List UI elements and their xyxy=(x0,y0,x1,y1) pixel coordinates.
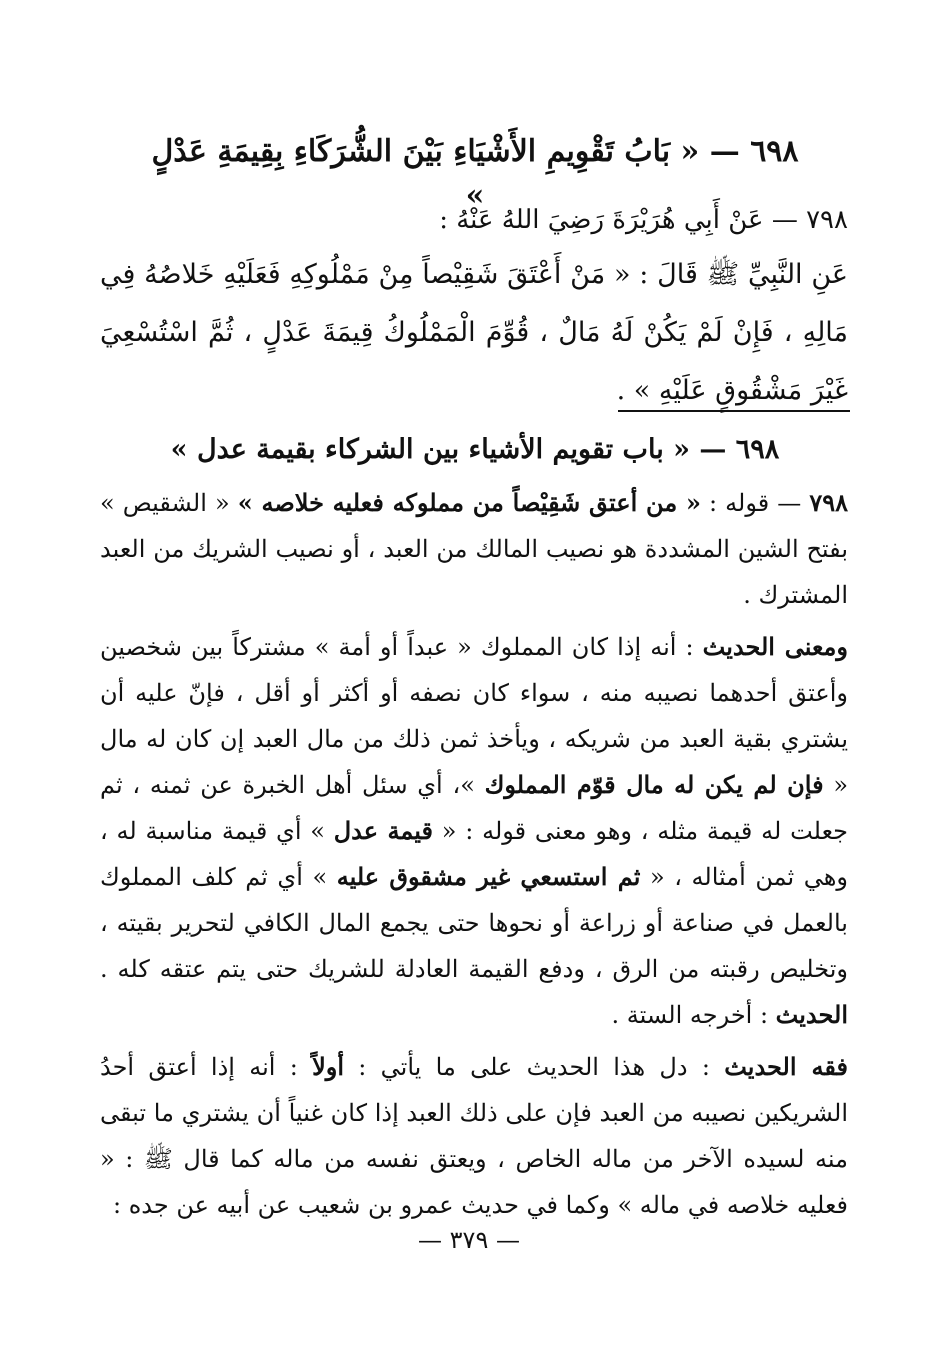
page-number: — ٣٧٩ — xyxy=(418,1226,520,1254)
commentary-lead: — قوله : xyxy=(700,489,810,517)
commentary-paragraph-3 xyxy=(100,1044,848,1228)
quoted-phrase: « من أعتق شَقِيْصاً من مملوكه فعليه خلاصه » xyxy=(237,488,701,517)
section-label-hadith: الحديث xyxy=(775,1000,848,1029)
commentary-text: : أنه إذا كان المملوك « عبداً أو أمة » مشتركاً بين شخصين وأعتق أحدهما نصيبه منه ، سواء كان نصفه أو أكثر أو أقل ، فإنّ عليه أن يشتري بقية العبد من شريكه ، ويأخذ ثمن ذلك من مال العبد إن كان له مال « xyxy=(100,633,849,799)
commentary-text: »، أي سئل أهل الخبرة عن ثمنه ، ثم جعلت له قيمة مثله ، وهو معنى قوله : « xyxy=(100,771,849,845)
commentary-text: : دل هذا الحديث على ما يأتي : xyxy=(344,1053,725,1081)
chapter-title-commentary: ٦٩٨ — « باب تقويم الأشياء بين الشركاء بقيمة عدل » xyxy=(170,434,780,465)
quoted-phrase: ثم استسعي غير مشقوق عليه xyxy=(336,862,641,891)
commentary-body xyxy=(100,480,848,1234)
section-label-meaning: ومعنى الحديث xyxy=(702,632,848,661)
chapter-title-hadith: ٦٩٨ — « بَابُ تَقْوِيمِ الأَشْيَاءِ بَيْنَ الشُّرَكَاءِ بِقِيمَةِ عَدْلٍ » xyxy=(151,134,799,213)
commentary-text: : أخرجه الستة . xyxy=(611,1001,776,1029)
section-label-fiqh: فقه الحديث xyxy=(724,1052,849,1081)
commentary-text: » أي قيمة مناسبة له ، وهي ثمن أمثاله ، « xyxy=(100,817,848,891)
commentary-text: » أي ثم كلف المملوك بالعمل في صناعة أو زراعة أو نحوها حتى يجمع المال الكافي لتحرير بقيته ، وتخليص رقبته من الرق ، ودفع القيمة العادلة للشريك حتى يتم عتقه كله . xyxy=(100,863,848,983)
point-label-first: أولاً xyxy=(312,1052,345,1081)
divider-line xyxy=(618,410,850,412)
hadith-narrator-line: ٧٩٨ — عَنْ أَبِي هُرَيْرَةَ رَضِيَ اللهُ عَنْهُ : xyxy=(439,205,848,235)
quoted-phrase: فإن لم يكن له مال قوّم المملوك xyxy=(484,770,824,799)
quoted-phrase: قيمة عدل xyxy=(333,816,434,845)
hadith-text: عَنِ النَّبِيِّ ﷺ قَالَ : « مَنْ أَعْتَقَ شَقِيْصاً مِنْ مَمْلُوكِهِ فَعَلَيْهِ خَلاصُهُ فِي مَالِهِ ، فَإِنْ لَمْ يَكُنْ لَهُ مَالٌ ، قُوِّمَ الْمَمْلُوكُ قِيمَةَ عَدْلٍ ، ثُمَّ اسْتُسْعِيَ غَيْرَ مَشْقُوقٍ عَلَيْهِ » . xyxy=(100,259,848,406)
commentary-paragraph-1 xyxy=(100,480,848,618)
commentary-text: « الشقيص » بفتح الشين المشددة هو نصيب المالك من العبد ، أو نصيب الشريك من العبد المشترك . xyxy=(100,489,848,609)
hadith-number: ٧٩٨ xyxy=(809,488,848,517)
commentary-text: : أنه إذا أعتق أحدُ الشريكين نصيبه من العبد فإن على ذلك العبد إذا كان غنياً أن يشتري ما تبقى منه لسيده الآخر من ماله الخاص ، ويعتق نفسه من ماله كما قال ﷺ : « فعليه خلاصه في ماله » وكما في حديث عمرو بن شعيب عن أبيه عن جده : xyxy=(100,1053,848,1219)
commentary-paragraph-2 xyxy=(100,624,848,1038)
